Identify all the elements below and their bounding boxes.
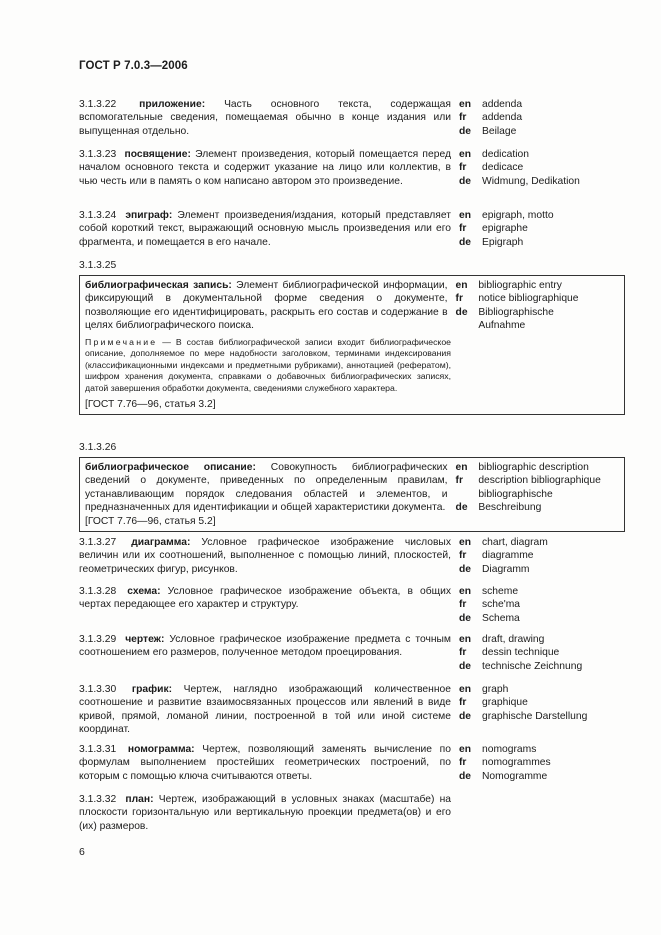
language-codes: en fr de: [459, 744, 472, 782]
term-entry-3-1-3-28: [79, 585, 624, 625]
term-name: эпиграф:: [125, 210, 173, 221]
term-number: 3.1.3.26: [79, 442, 117, 453]
term-number: 3.1.3.29: [79, 634, 117, 645]
foreign-equivalents: nomograms nomogrammes Nomogramme: [482, 744, 551, 782]
language-codes: en fr de: [459, 537, 472, 575]
term-entry-3-1-3-30: [79, 683, 624, 737]
page-number: 6: [79, 846, 85, 858]
term-text: Чертеж, изображающий в условных знаках (масштабе) на плоскости горизонтальную или вертикальную проекции предмета(ов) и его (их) размеров.: [79, 794, 451, 832]
term-number: 3.1.3.27: [79, 537, 117, 548]
term-name: чертеж:: [125, 634, 165, 645]
term-definition: [79, 683, 451, 737]
foreign-equivalents: scheme sche'ma Schema: [482, 586, 521, 624]
term-entry-3-1-3-22: [79, 98, 624, 138]
foreign-equivalents: addenda addenda Beilage: [482, 99, 523, 137]
term-definition: [79, 148, 451, 188]
term-name: приложение:: [139, 99, 206, 110]
term-name: библиографическое описание:: [85, 462, 256, 473]
term-number: 3.1.3.31: [79, 744, 117, 755]
foreign-equivalents: epigraph, motto epigraphe Epigraph: [482, 210, 554, 248]
term-text: Условное графическое изображение объекта, в общих чертах передающее его характер и структуру.: [79, 586, 451, 611]
term-name: диаграмма:: [131, 537, 191, 548]
term-number: 3.1.3.25: [79, 260, 117, 271]
foreign-equivalents: graph graphique graphische Darstellung: [482, 684, 588, 722]
language-codes: en fr de: [459, 684, 472, 722]
term-definition: [79, 585, 451, 625]
term-definition: [79, 536, 451, 576]
term-name: график:: [131, 684, 173, 695]
term-note: [85, 337, 451, 395]
term-text: Часть основного текста, содержащая вспомогательные сведения, помещаемая обычно в конце издания или выпущенная отдельно.: [79, 99, 451, 137]
term-entry-3-1-3-23: [79, 148, 624, 188]
term-box-3-1-3-25: [79, 275, 625, 415]
term-text: Условное графическое изображение числовых величин или их соотношений, выполненное с помощью линий, плоскостей, геометрических фигур, рисунков.: [79, 537, 451, 575]
note-text: — В состав библиографической записи входит библиографическое описание, дополняемое по мере надобности заголовком, терминами индексирования (классификационными индексами и предметными рубриками), аннотацией (рефератом), шифром хранения документа, справками о добавочных библиографических записях, датой завершения обработки документа, сведениями служебного характера.: [85, 336, 451, 393]
term-definition: [79, 633, 451, 673]
term-entry-3-1-3-31: [79, 743, 624, 783]
document-header-title: ГОСТ Р 7.0.3—2006: [79, 60, 188, 72]
term-entry-3-1-3-27: [79, 536, 624, 576]
language-codes: en fr de: [459, 210, 472, 248]
term-name: схема:: [127, 586, 161, 597]
term-number: 3.1.3.32: [79, 794, 117, 805]
foreign-equivalents: bibliographic description description bibliographique bibliographische Beschreibung: [478, 462, 601, 514]
foreign-equivalents: bibliographic entry notice bibliographique Bibliographische Aufnahme: [478, 280, 579, 332]
term-definition: [85, 279, 448, 333]
term-text: Элемент произведения, который помещается перед началом основного текста и содержит указание на лицо или коллектив, в чью честь или в память о ком написано автором это произведение.: [79, 149, 451, 187]
term-text: Элемент произведения/издания, который представляет собой короткий текст, выражающий основную мысль произведения или его фрагмента, и помещается в его начале.: [79, 210, 451, 248]
term-source: [ГОСТ 7.76—96, статья 3.2]: [85, 398, 216, 410]
foreign-equivalents: draft, drawing dessin technique technische Zeichnung: [482, 634, 583, 672]
language-codes: en fr de: [459, 149, 472, 187]
term-number: 3.1.3.23: [79, 149, 117, 160]
foreign-equivalents: chart, diagram diagramme Diagramm: [482, 537, 548, 575]
term-definition: [79, 793, 451, 833]
language-codes: en fr de: [459, 99, 472, 137]
term-box-3-1-3-26: [79, 457, 625, 532]
term-number: 3.1.3.24: [79, 210, 117, 221]
term-definition: [79, 209, 451, 249]
language-codes: en fr de: [459, 586, 472, 624]
term-text: Условное графическое изображение предмета с точным соотношением его размеров, полученное методом проецирования.: [79, 634, 451, 659]
language-codes: en fr de: [455, 280, 468, 318]
term-entry-3-1-3-24: [79, 209, 624, 249]
term-definition: [79, 98, 451, 138]
term-entry-3-1-3-32: [79, 793, 624, 833]
term-name: план:: [125, 794, 154, 805]
term-definition: [79, 743, 451, 783]
term-text: Элемент библиографической информации, фиксирующий в документальной форме сведения о документе, позволяющие его идентифицировать, раскрыть его состав и содержание в целях библиографического поиска.: [85, 280, 448, 332]
term-source: [ГОСТ 7.76—96, статья 5.2]: [85, 515, 216, 527]
term-name: библиографическая запись:: [85, 280, 232, 291]
term-text: Совокупность библиографических сведений о документе, приведенных по определенным правилам, устанавливающим порядок следования областей и элементов, и предназначенных для идентификации и общей характеристики документа.: [85, 462, 448, 514]
term-name: номограмма:: [127, 744, 195, 755]
term-number: 3.1.3.28: [79, 586, 117, 597]
note-label: Примечание: [85, 336, 158, 347]
term-definition: [85, 461, 448, 528]
term-text: Чертеж, наглядно изображающий количественное соотношение и развитие взаимосвязанных процессов или явлений в виде кривой, прямой, ломаной линии, построенной в той или иной системе координат.: [79, 684, 451, 736]
term-number: 3.1.3.22: [79, 99, 117, 110]
term-entry-3-1-3-29: [79, 633, 624, 673]
foreign-equivalents: dedication dedicace Widmung, Dedikation: [482, 149, 580, 187]
term-number: 3.1.3.30: [79, 684, 117, 695]
language-codes: en fr de: [455, 462, 468, 514]
term-text: Чертеж, позволяющий заменять вычисление по формулам выполнением простейших геометрических построений, по которым с помощью ключа считываются ответы.: [79, 744, 451, 782]
language-codes: en fr de: [459, 634, 472, 672]
term-name: посвящение:: [124, 149, 191, 160]
